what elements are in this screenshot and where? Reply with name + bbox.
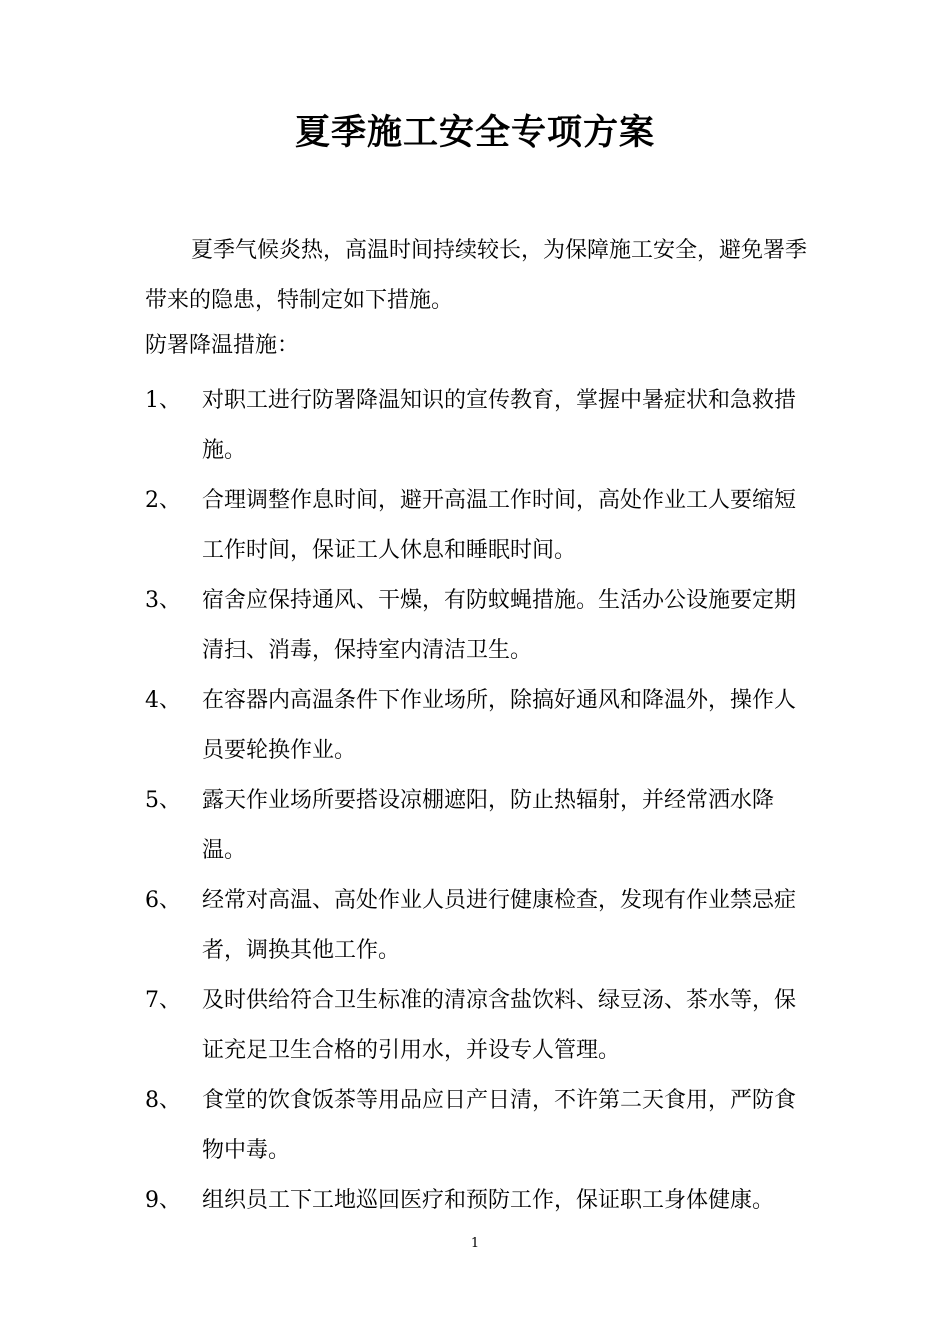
list-item	[145, 1176, 825, 1226]
list-item	[145, 576, 825, 676]
list-item	[145, 676, 825, 776]
list-item	[145, 376, 825, 476]
intro-paragraph: 夏季气候炎热，高温时间持续较长，为保障施工安全，避免署季带来的隐患，特制定如下措施。	[145, 238, 808, 313]
item-number: 5、	[145, 788, 181, 813]
item-number: 2、	[145, 488, 181, 513]
item-text: 对职工进行防署降温知识的宣传教育，掌握中暑症状和急救措施。	[202, 388, 797, 463]
item-number: 6、	[145, 888, 181, 913]
document-title: 夏季施工安全专项方案	[294, 112, 655, 153]
list-item	[145, 876, 825, 976]
item-number: 9、	[145, 1188, 181, 1213]
item-text: 在容器内高温条件下作业场所，除搞好通风和降温外，操作人员要轮换作业。	[202, 688, 797, 763]
measures-list	[145, 376, 825, 1226]
page-number: 1	[470, 1236, 480, 1251]
list-item	[145, 976, 825, 1076]
list-item	[145, 776, 825, 876]
item-text: 食堂的饮食饭茶等用品应日产日清，不许第二天食用，严防食物中毒。	[202, 1088, 797, 1163]
item-text: 宿舍应保持通风、干燥，有防蚊蝇措施。生活办公设施要定期清扫、消毒，保持室内清洁卫生。	[202, 588, 797, 663]
item-number: 3、	[145, 588, 181, 613]
item-text: 及时供给符合卫生标准的清凉含盐饮料、绿豆汤、茶水等，保证充足卫生合格的引用水，并设专人管理。	[202, 988, 797, 1063]
item-text: 合理调整作息时间，避开高温工作时间，高处作业工人要缩短工作时间，保证工人休息和睡眠时间。	[202, 488, 797, 563]
item-number: 7、	[145, 988, 181, 1013]
item-text: 露天作业场所要搭设凉棚遮阳，防止热辐射，并经常洒水降温。	[202, 788, 775, 863]
item-text: 经常对高温、高处作业人员进行健康检查，发现有作业禁忌症者，调换其他工作。	[202, 888, 797, 963]
section-heading: 防署降温措施：	[145, 333, 300, 358]
item-number: 1、	[145, 388, 181, 413]
list-item	[145, 476, 825, 576]
list-item	[145, 1076, 825, 1176]
item-text: 组织员工下工地巡回医疗和预防工作，保证职工身体健康。	[202, 1188, 775, 1213]
item-number: 8、	[145, 1088, 181, 1113]
item-number: 4、	[145, 688, 181, 713]
